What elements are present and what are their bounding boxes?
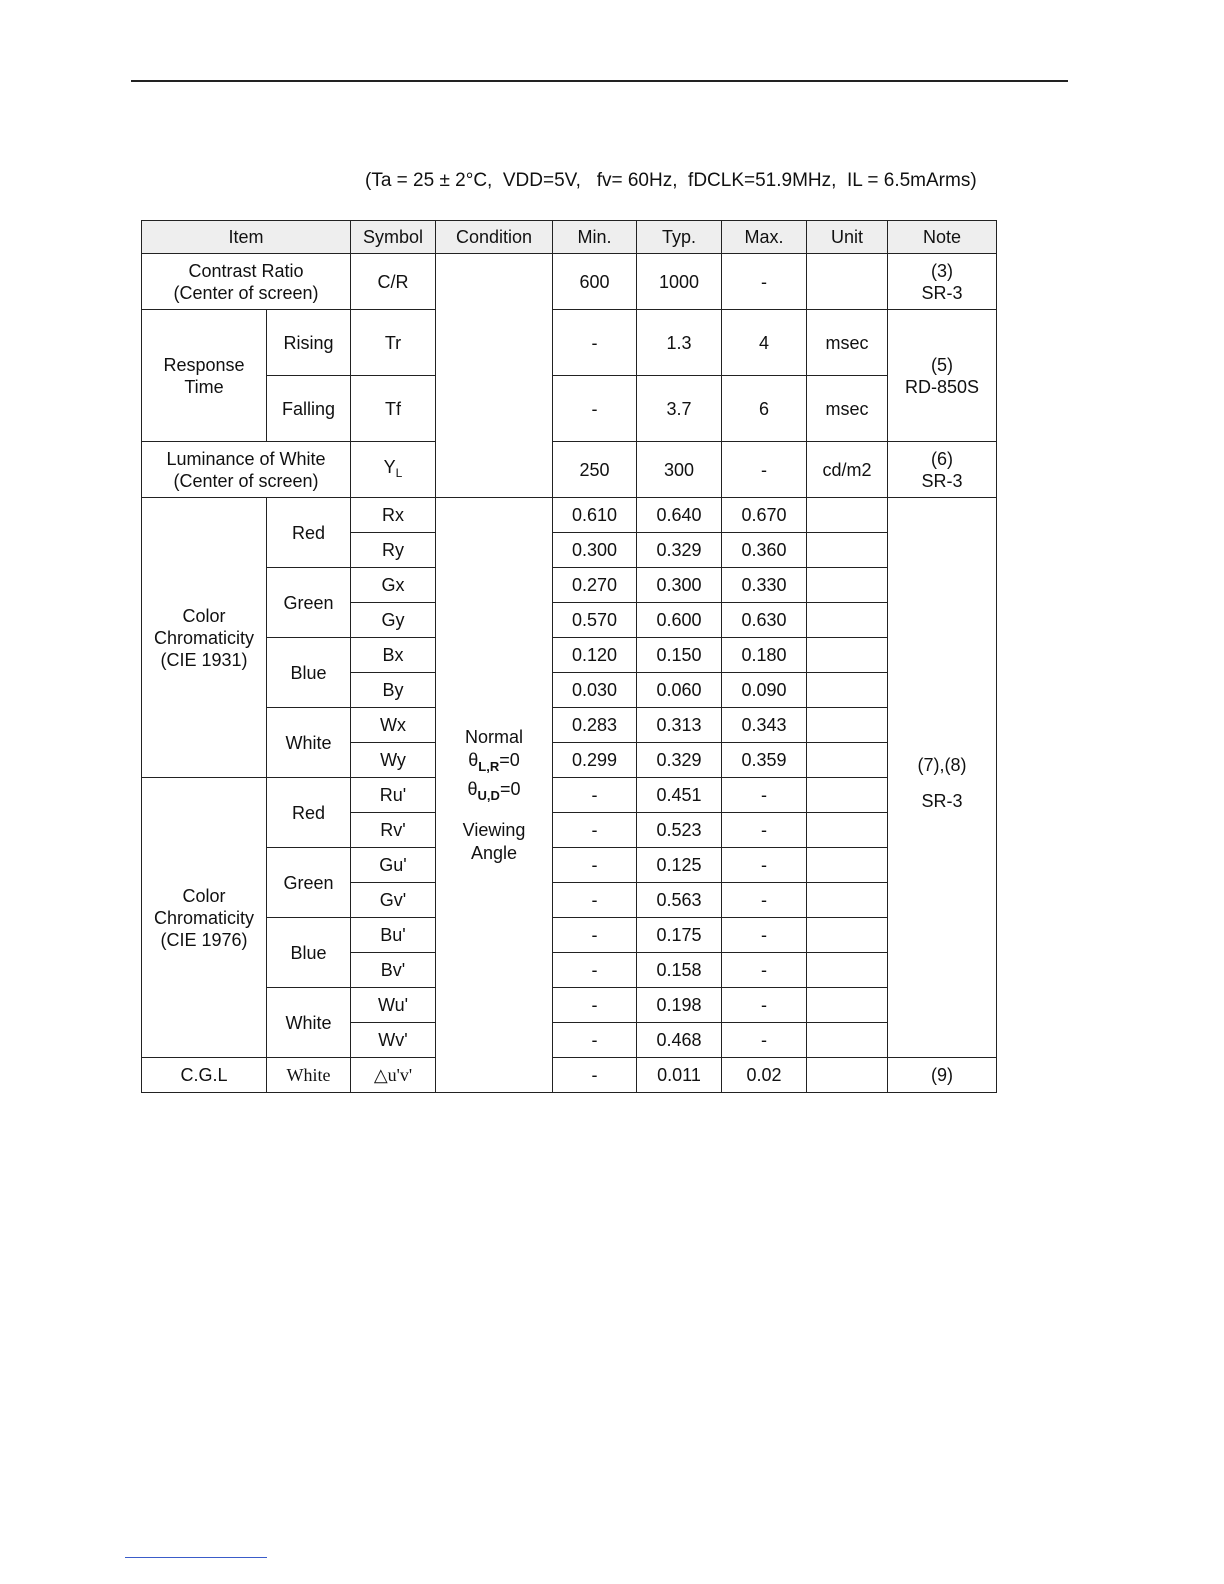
table-row-ru [142,778,997,813]
contrast-min: 600 [553,254,637,310]
ry-symbol: Ry [351,533,436,568]
cie1976-red-label: Red [267,778,351,848]
rx-unit [807,498,888,533]
theta-lr-sub: L,R [478,758,500,774]
gu-min: - [553,848,637,883]
luminance-min: 250 [553,442,637,498]
cgl-note: (9) [888,1058,997,1093]
rx-symbol: Rx [351,498,436,533]
falling-min: - [553,376,637,442]
wv-unit [807,1023,888,1058]
condition-normal: Normal [464,726,523,747]
ru-min: - [553,778,637,813]
cie1931-red-label: Red [267,498,351,568]
gx-typ: 0.300 [637,568,722,603]
gy-typ: 0.600 [637,603,722,638]
bv-max: - [722,953,807,988]
response-note: (5) RD-850S [888,310,997,442]
table-row-rx [142,498,997,533]
header-item: Item [142,221,351,254]
cgl-sub: White [267,1058,351,1093]
wv-min: - [553,1023,637,1058]
bx-max: 0.180 [722,638,807,673]
table-row-rising [142,310,997,376]
table-row-cgl [142,1058,997,1093]
condition-blank [436,254,553,498]
gu-typ: 0.125 [637,848,722,883]
gv-max: - [722,883,807,918]
bv-typ: 0.158 [637,953,722,988]
wx-typ: 0.313 [637,708,722,743]
gx-unit [807,568,888,603]
bu-unit [807,918,888,953]
ry-unit [807,533,888,568]
contrast-unit [807,254,888,310]
wx-symbol: Wx [351,708,436,743]
wy-symbol: Wy [351,743,436,778]
table-row-wu [142,988,997,1023]
theta-symbol: θ [468,749,479,770]
luminance-symbol-sub: L [395,465,403,480]
rising-min: - [553,310,637,376]
wv-typ: 0.468 [637,1023,722,1058]
gx-max: 0.330 [722,568,807,603]
bu-typ: 0.175 [637,918,722,953]
wx-unit [807,708,888,743]
condition-angle: Angle [470,842,518,863]
wy-typ: 0.329 [637,743,722,778]
gu-max: - [722,848,807,883]
gu-symbol: Gu' [351,848,436,883]
by-min: 0.030 [553,673,637,708]
chromaticity-note [888,498,997,1058]
table-row-contrast [142,254,997,310]
wu-max: - [722,988,807,1023]
condition-theta-ud [439,778,549,807]
contrast-item: Contrast Ratio (Center of screen) [142,254,351,310]
rising-max: 4 [722,310,807,376]
cie1931-white-label: White [267,708,351,778]
gv-typ: 0.563 [637,883,722,918]
luminance-note: (6) SR-3 [888,442,997,498]
optical-spec-table [141,220,997,1093]
bv-unit [807,953,888,988]
rising-label: Rising [267,310,351,376]
footer-link-rule [125,1557,267,1558]
gu-unit [807,848,888,883]
rv-min: - [553,813,637,848]
wy-min: 0.299 [553,743,637,778]
rv-max: - [722,813,807,848]
rx-min: 0.610 [553,498,637,533]
ru-typ: 0.451 [637,778,722,813]
table-row-bx [142,638,997,673]
condition-spacer [439,807,549,819]
gy-max: 0.630 [722,603,807,638]
bx-symbol: Bx [351,638,436,673]
contrast-typ: 1000 [637,254,722,310]
condition-normal-viewing [436,498,553,1093]
wx-max: 0.343 [722,708,807,743]
bv-symbol: Bv' [351,953,436,988]
bu-symbol: Bu' [351,918,436,953]
cgl-unit [807,1058,888,1093]
header-unit: Unit [807,221,888,254]
theta-ud-value: =0 [499,778,521,799]
rising-unit: msec [807,310,888,376]
chromaticity-note-line1: (7),(8) [917,754,967,775]
by-unit [807,673,888,708]
rising-typ: 1.3 [637,310,722,376]
condition-theta-lr [439,749,549,778]
wy-unit [807,743,888,778]
gx-symbol: Gx [351,568,436,603]
rv-symbol: Rv' [351,813,436,848]
table-row-gx [142,568,997,603]
rv-unit [807,813,888,848]
falling-typ: 3.7 [637,376,722,442]
by-max: 0.090 [722,673,807,708]
wu-unit [807,988,888,1023]
theta-symbol: θ [467,778,478,799]
table-row-gu [142,848,997,883]
falling-unit: msec [807,376,888,442]
table-row-wx [142,708,997,743]
ru-symbol: Ru' [351,778,436,813]
table-row-bu [142,918,997,953]
rv-typ: 0.523 [637,813,722,848]
by-typ: 0.060 [637,673,722,708]
wv-max: - [722,1023,807,1058]
by-symbol: By [351,673,436,708]
cie1976-green-label: Green [267,848,351,918]
ry-max: 0.360 [722,533,807,568]
theta-lr-value: =0 [499,749,520,770]
bv-min: - [553,953,637,988]
luminance-item: Luminance of White (Center of screen) [142,442,351,498]
ry-min: 0.300 [553,533,637,568]
bu-min: - [553,918,637,953]
gv-unit [807,883,888,918]
gy-unit [807,603,888,638]
table-row-falling [142,376,997,442]
header-symbol: Symbol [351,221,436,254]
cgl-item: C.G.L [142,1058,267,1093]
luminance-unit: cd/m2 [807,442,888,498]
gy-symbol: Gy [351,603,436,638]
condition-viewing: Viewing [462,819,526,840]
wu-min: - [553,988,637,1023]
header-note: Note [888,221,997,254]
header-rule [131,80,1068,82]
cie1931-green-label: Green [267,568,351,638]
falling-symbol: Tf [351,376,436,442]
cgl-typ: 0.011 [637,1058,722,1093]
cgl-max: 0.02 [722,1058,807,1093]
wu-typ: 0.198 [637,988,722,1023]
gv-symbol: Gv' [351,883,436,918]
header-max: Max. [722,221,807,254]
theta-ud-sub: U,D [477,787,500,803]
header-min: Min. [553,221,637,254]
cgl-symbol: △u'v' [351,1058,436,1093]
chromaticity-note-line2: SR-3 [921,790,963,811]
wv-symbol: Wv' [351,1023,436,1058]
ru-unit [807,778,888,813]
luminance-symbol-main: Y [383,456,396,477]
rx-max: 0.670 [722,498,807,533]
rising-symbol: Tr [351,310,436,376]
response-item: Response Time [142,310,267,442]
bx-min: 0.120 [553,638,637,673]
measurement-conditions: (Ta = 25 ± 2°C, VDD=5V, fv= 60Hz, fDCLK=51.9MHz, IL = 6.5mArms) [365,170,977,191]
gv-min: - [553,883,637,918]
rx-typ: 0.640 [637,498,722,533]
header-typ: Typ. [637,221,722,254]
cie1976-item: Color Chromaticity (CIE 1976) [142,778,267,1058]
wy-max: 0.359 [722,743,807,778]
cie1976-white-label: White [267,988,351,1058]
ry-typ: 0.329 [637,533,722,568]
ru-max: - [722,778,807,813]
wx-min: 0.283 [553,708,637,743]
bx-unit [807,638,888,673]
contrast-note: (3) SR-3 [888,254,997,310]
contrast-max: - [722,254,807,310]
wu-symbol: Wu' [351,988,436,1023]
bu-max: - [722,918,807,953]
note-spacer [891,737,993,747]
cie1976-blue-label: Blue [267,918,351,988]
bx-typ: 0.150 [637,638,722,673]
header-condition: Condition [436,221,553,254]
gx-min: 0.270 [553,568,637,603]
luminance-symbol [351,442,436,498]
luminance-max: - [722,442,807,498]
contrast-symbol: C/R [351,254,436,310]
cie1931-blue-label: Blue [267,638,351,708]
table-row-luminance [142,442,997,498]
luminance-typ: 300 [637,442,722,498]
falling-label: Falling [267,376,351,442]
cgl-min: - [553,1058,637,1093]
header-row [142,221,997,254]
cie1931-item: Color Chromaticity (CIE 1931) [142,498,267,778]
gy-min: 0.570 [553,603,637,638]
falling-max: 6 [722,376,807,442]
